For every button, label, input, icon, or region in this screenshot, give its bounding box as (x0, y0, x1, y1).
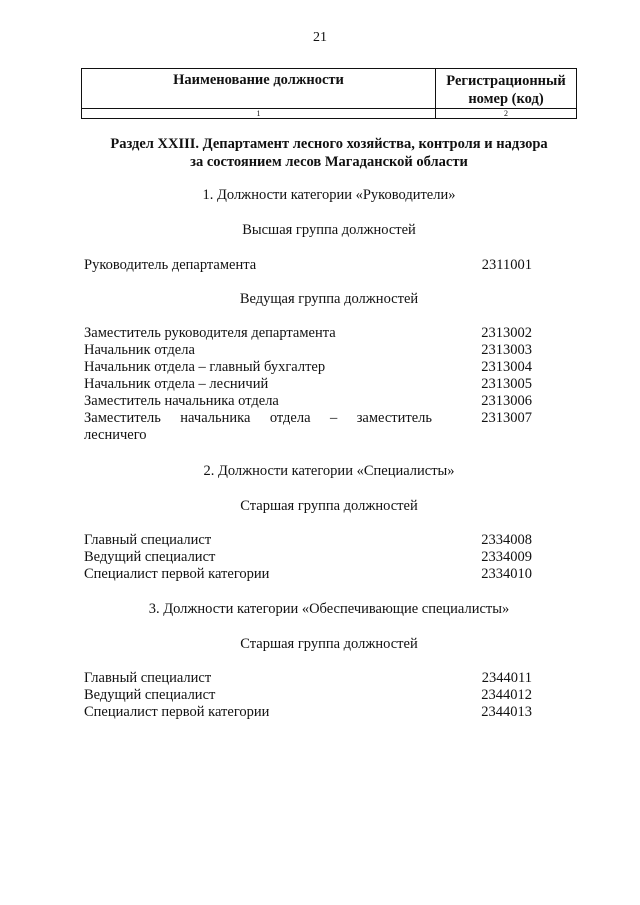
position-title: Специалист первой категории (84, 704, 270, 720)
position-title: Начальник отдела (84, 342, 195, 358)
header-table (81, 68, 577, 119)
position-code: 2344011 (481, 670, 532, 686)
code-column-header: Регистрационный номер (код) (436, 69, 577, 109)
position-title: Главный специалист (84, 670, 212, 686)
position-code: 2334008 (481, 532, 532, 548)
position-code: 2334009 (481, 549, 532, 565)
position-code: 2313005 (481, 376, 532, 392)
category-heading: 1. Должности категории «Руководители» (202, 187, 456, 203)
group-heading: Ведущая группа должностей (239, 291, 419, 307)
position-title: Начальник отдела – главный бухгалтер (84, 359, 326, 375)
position-code: 2313004 (481, 359, 532, 375)
column-number-2: 2 (436, 109, 577, 119)
position-code: 2313006 (481, 393, 532, 409)
page-number: 21 (313, 30, 327, 45)
name-column-header: Наименование должности (82, 69, 436, 109)
group-heading: Высшая группа должностей (242, 222, 416, 238)
section-title (81, 135, 577, 171)
column-number-1: 1 (82, 109, 436, 119)
position-title: Главный специалист (84, 532, 212, 548)
position-code: 2313002 (481, 325, 532, 341)
position-title: Специалист первой категории (84, 566, 270, 582)
position-title: Руководитель департамента (84, 257, 257, 273)
position-title: Заместитель начальника отдела – заместитель лесничего (84, 410, 432, 443)
group-heading: Старшая группа должностей (240, 636, 418, 652)
position-code: 2313007 (481, 410, 532, 426)
category-heading: 3. Должности категории «Обеспечивающие специалисты» (148, 601, 510, 617)
position-title: Ведущий специалист (84, 687, 216, 703)
position-code: 2344012 (481, 687, 532, 703)
section-title-line-2: за состоянием лесов Магаданской области (190, 154, 468, 170)
group-heading: Старшая группа должностей (240, 498, 418, 514)
category-heading: 2. Должности категории «Специалисты» (203, 463, 455, 479)
position-code: 2313003 (481, 342, 532, 358)
position-code: 2334010 (481, 566, 532, 582)
position-title: Заместитель руководителя департамента (84, 325, 336, 341)
section-title-line-1: Раздел XXIII. Департамент лесного хозяйства, контроля и надзора (110, 136, 548, 152)
position-title: Начальник отдела – лесничий (84, 376, 269, 392)
position-title: Заместитель начальника отдела (84, 393, 279, 409)
position-code: 2311001 (481, 257, 532, 273)
position-code: 2344013 (481, 704, 532, 720)
position-title: Ведущий специалист (84, 549, 216, 565)
